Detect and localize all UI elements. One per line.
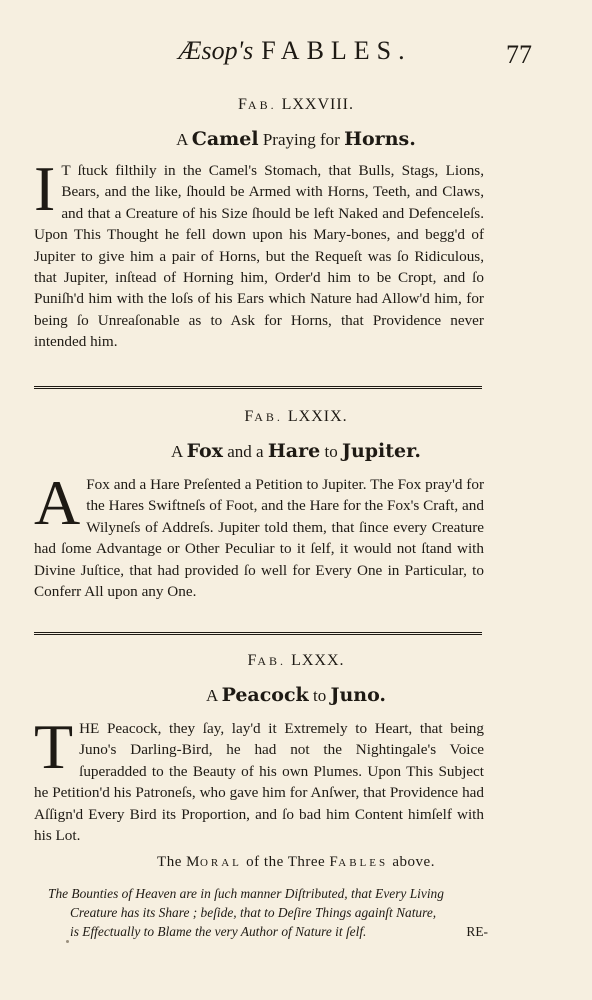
title-part: to <box>320 442 342 461</box>
drop-cap: T <box>34 711 74 782</box>
moral-line: The Bounties of Heaven are in ſuch manner Diſtributed, that Every Living <box>48 886 444 901</box>
title-part: and a <box>223 442 268 461</box>
moral-line: Creature has its Share ; beſide, that to Deſire Things againſt Nature, <box>70 905 437 920</box>
catchword: RE- <box>466 924 488 939</box>
fable-number-smallcaps: AB. <box>247 98 277 112</box>
fable-number-80 <box>0 652 592 670</box>
fable-title-79 <box>0 440 592 462</box>
running-title-italic: Æsop's <box>178 36 254 65</box>
fable-body: HE Peacock, they ſay, lay'd it Extremely to Heart, that being Juno's Darling-Bird, he had not the Nightingale's Voice ſuperadded to the Beauty of his own Plumes. Upon This Subject he Petition'd his Patroneſs, who gave him for Anſwer, that Providence had Aſſign'd Every Bird its Proportion, and ſo bad him Content himſelf with his Lot. <box>34 720 484 845</box>
title-part: Praying for <box>258 130 345 149</box>
fable-number-value: LXXIX. <box>287 408 348 425</box>
moral-heading-smallcaps: ABLES <box>338 857 389 869</box>
fable-text-79 <box>34 467 484 602</box>
running-title-caps: FABLES. <box>261 36 412 65</box>
moral-heading-part: of the Three F <box>241 854 339 870</box>
fable-number-value: LXXVIII. <box>281 96 354 113</box>
running-title <box>120 36 470 66</box>
fable-number-smallcaps: AB. <box>257 654 287 668</box>
drop-cap: I <box>34 153 56 224</box>
page-number: 77 <box>506 40 532 69</box>
title-part: to <box>308 686 331 705</box>
fable-number-smallcaps: AB. <box>254 410 283 424</box>
fable-number-prefix: F <box>238 96 248 113</box>
moral-heading-part: The M <box>157 854 200 870</box>
fable-text-78 <box>34 153 484 353</box>
title-part-blackletter: Hare <box>267 440 321 462</box>
moral-line: is Effectually to Blame the very Author of Nature it ſelf. <box>70 924 367 939</box>
title-part-blackletter: Peacock <box>221 684 309 706</box>
title-part-blackletter: Horns. <box>344 128 416 150</box>
title-part-blackletter: Jupiter. <box>341 440 422 462</box>
moral-heading-smallcaps: ORAL <box>199 857 242 869</box>
title-part-blackletter: Juno. <box>330 684 387 706</box>
fable-number-prefix: F <box>244 408 255 425</box>
fable-number-78 <box>0 96 592 114</box>
fable-number-value: LXXX. <box>291 652 345 669</box>
title-part-blackletter: Fox <box>186 440 224 462</box>
fable-body: Fox and a Hare Preſented a Petition to Jupiter. The Fox pray'd for the Hares Swiftneſs of Foot, and the Hare for the Fox's Craft, and Wilyneſs of Addreſs. Jupiter told them, that ſince every Creature had ſome Advantage or Other Peculiar to it ſelf, it would not ſtand with Divine Juſtice, that had provided ſo well for Every One in Particular, to Conferr All upon any One. <box>34 476 484 601</box>
fable-title-80 <box>0 684 592 706</box>
title-part: A <box>205 686 222 705</box>
drop-cap: A <box>34 467 81 538</box>
section-rule <box>34 632 482 635</box>
moral-text <box>48 884 488 941</box>
fable-body: T ſtuck filthily in the Camel's Stomach, that Bulls, Stags, Lions, Bears, and the like, ſhould be Armed with Horns, Teeth, and Claws, and that a Creature of his Size ſhould be left Naked and Defenceleſs. Upon This Thought he fell down upon his Mary-bones, and begg'd of Jupiter to give him a pair of Horns, but the Requeſt was ſo Ridiculous, that Jupiter, inſtead of Horning him, Order'd him to be Cropt, and ſo Puniſh'd him with the loſs of his Ears which Nature had Allow'd him, for being ſo Unreaſonable as to Ask for Horns, that Providence never intended him. <box>34 162 484 351</box>
title-part: A <box>170 442 187 461</box>
moral-heading-part: above. <box>388 854 435 870</box>
fable-number-79 <box>0 408 592 426</box>
fable-number-prefix: F <box>247 652 258 669</box>
fable-text-80 <box>34 711 484 846</box>
title-part-blackletter: Camel <box>191 128 259 150</box>
page-header <box>0 34 592 74</box>
ink-speck <box>66 940 69 943</box>
moral-heading <box>0 854 592 871</box>
title-part: A <box>176 130 192 149</box>
fable-title-78 <box>0 128 592 150</box>
section-rule <box>34 386 482 389</box>
